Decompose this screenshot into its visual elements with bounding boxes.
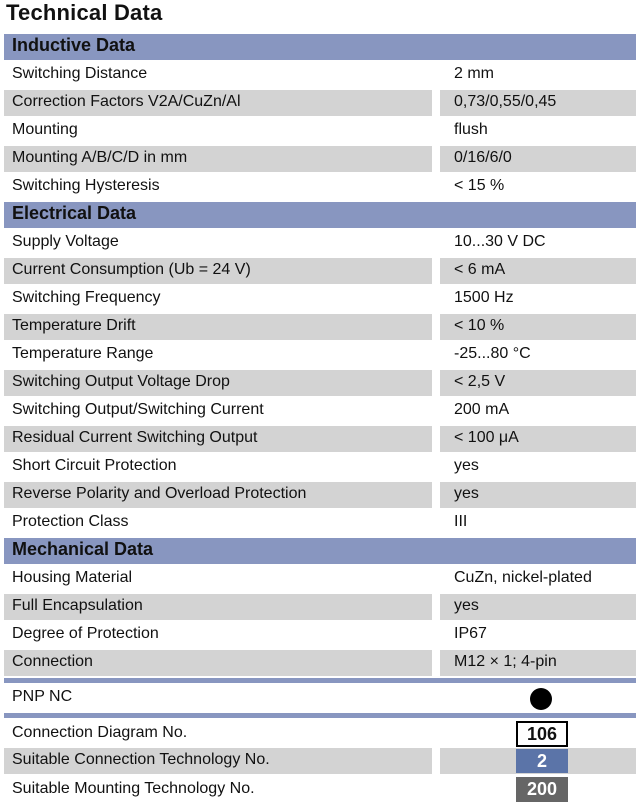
row-label: Degree of Protection bbox=[12, 625, 159, 642]
table-row bbox=[4, 425, 636, 453]
row-value: M12 × 1; 4-pin bbox=[454, 653, 557, 670]
row-label: Switching Output Voltage Drop bbox=[12, 373, 230, 390]
connection-diagram-label: Connection Diagram No. bbox=[12, 724, 188, 741]
table-row bbox=[4, 229, 636, 257]
row-label: Short Circuit Protection bbox=[12, 457, 177, 474]
table-row bbox=[4, 369, 636, 397]
table-row bbox=[4, 649, 636, 677]
output-type-dot-icon bbox=[530, 688, 552, 710]
table-row bbox=[4, 285, 636, 313]
row-value: -25...80 °C bbox=[454, 345, 531, 362]
table-row bbox=[4, 89, 636, 117]
row-label: Reverse Polarity and Overload Protection bbox=[12, 485, 307, 502]
table-row bbox=[4, 621, 636, 649]
row-value: < 10 % bbox=[454, 317, 505, 334]
mounting-technology-label: Suitable Mounting Technology No. bbox=[12, 780, 255, 797]
row-value: < 15 % bbox=[454, 177, 505, 194]
row-label: Switching Hysteresis bbox=[12, 177, 160, 194]
output-type-label: PNP NC bbox=[12, 688, 73, 705]
row-value: 2 mm bbox=[454, 65, 494, 82]
table-row bbox=[4, 565, 636, 593]
row-label: Temperature Drift bbox=[12, 317, 136, 334]
table-row bbox=[4, 61, 636, 89]
table-row bbox=[4, 341, 636, 369]
row-value: III bbox=[454, 513, 468, 530]
row-label: Mounting bbox=[12, 121, 78, 138]
row-value: 200 mA bbox=[454, 401, 510, 418]
connection-diagram-number: 106 bbox=[516, 721, 568, 747]
section-title: Mechanical Data bbox=[12, 539, 154, 559]
row-value: 10...30 V DC bbox=[454, 233, 546, 250]
row-value: yes bbox=[454, 485, 479, 502]
table-row bbox=[4, 509, 636, 537]
row-value: yes bbox=[454, 597, 479, 614]
row-label: Full Encapsulation bbox=[12, 597, 143, 614]
row-label: Correction Factors V2A/CuZn/Al bbox=[12, 93, 241, 110]
table-row bbox=[4, 313, 636, 341]
table-row bbox=[4, 481, 636, 509]
table-row bbox=[4, 397, 636, 425]
section-title: Electrical Data bbox=[12, 203, 137, 223]
table-row bbox=[4, 453, 636, 481]
section-divider bbox=[4, 678, 636, 683]
row-label: Residual Current Switching Output bbox=[12, 429, 258, 446]
row-label: Protection Class bbox=[12, 513, 129, 530]
section-header-electrical bbox=[4, 202, 636, 228]
row-label: Switching Output/Switching Current bbox=[12, 401, 264, 418]
row-value: flush bbox=[454, 121, 488, 138]
row-label: Mounting A/B/C/D in mm bbox=[12, 149, 188, 166]
section-header-mechanical bbox=[4, 538, 636, 564]
row-value: < 6 mA bbox=[454, 261, 506, 278]
table-row bbox=[4, 257, 636, 285]
connection-technology-number: 2 bbox=[516, 749, 568, 773]
row-label: Current Consumption (Ub = 24 V) bbox=[12, 261, 251, 278]
table-row bbox=[4, 117, 636, 145]
row-value: < 2,5 V bbox=[454, 373, 506, 390]
row-value: IP67 bbox=[454, 625, 487, 642]
row-value: 0,73/0,55/0,45 bbox=[454, 93, 557, 110]
section-header-inductive bbox=[4, 34, 636, 60]
section-title: Inductive Data bbox=[12, 35, 136, 55]
row-value: yes bbox=[454, 457, 479, 474]
row-value: 1500 Hz bbox=[454, 289, 514, 306]
page-title: Technical Data bbox=[6, 0, 163, 25]
mounting-technology-number: 200 bbox=[516, 777, 568, 802]
section-divider bbox=[4, 713, 636, 718]
row-label: Switching Distance bbox=[12, 65, 148, 82]
table-row bbox=[4, 173, 636, 201]
row-label: Temperature Range bbox=[12, 345, 154, 362]
row-label: Connection bbox=[12, 653, 93, 670]
row-value: < 100 μA bbox=[454, 429, 519, 446]
connection-technology-label: Suitable Connection Technology No. bbox=[12, 751, 270, 768]
table-row bbox=[4, 145, 636, 173]
row-value: CuZn, nickel-plated bbox=[454, 569, 592, 586]
row-label: Switching Frequency bbox=[12, 289, 161, 306]
row-label: Housing Material bbox=[12, 569, 133, 586]
row-value: 0/16/6/0 bbox=[454, 149, 512, 166]
table-row bbox=[4, 593, 636, 621]
row-label: Supply Voltage bbox=[12, 233, 119, 250]
